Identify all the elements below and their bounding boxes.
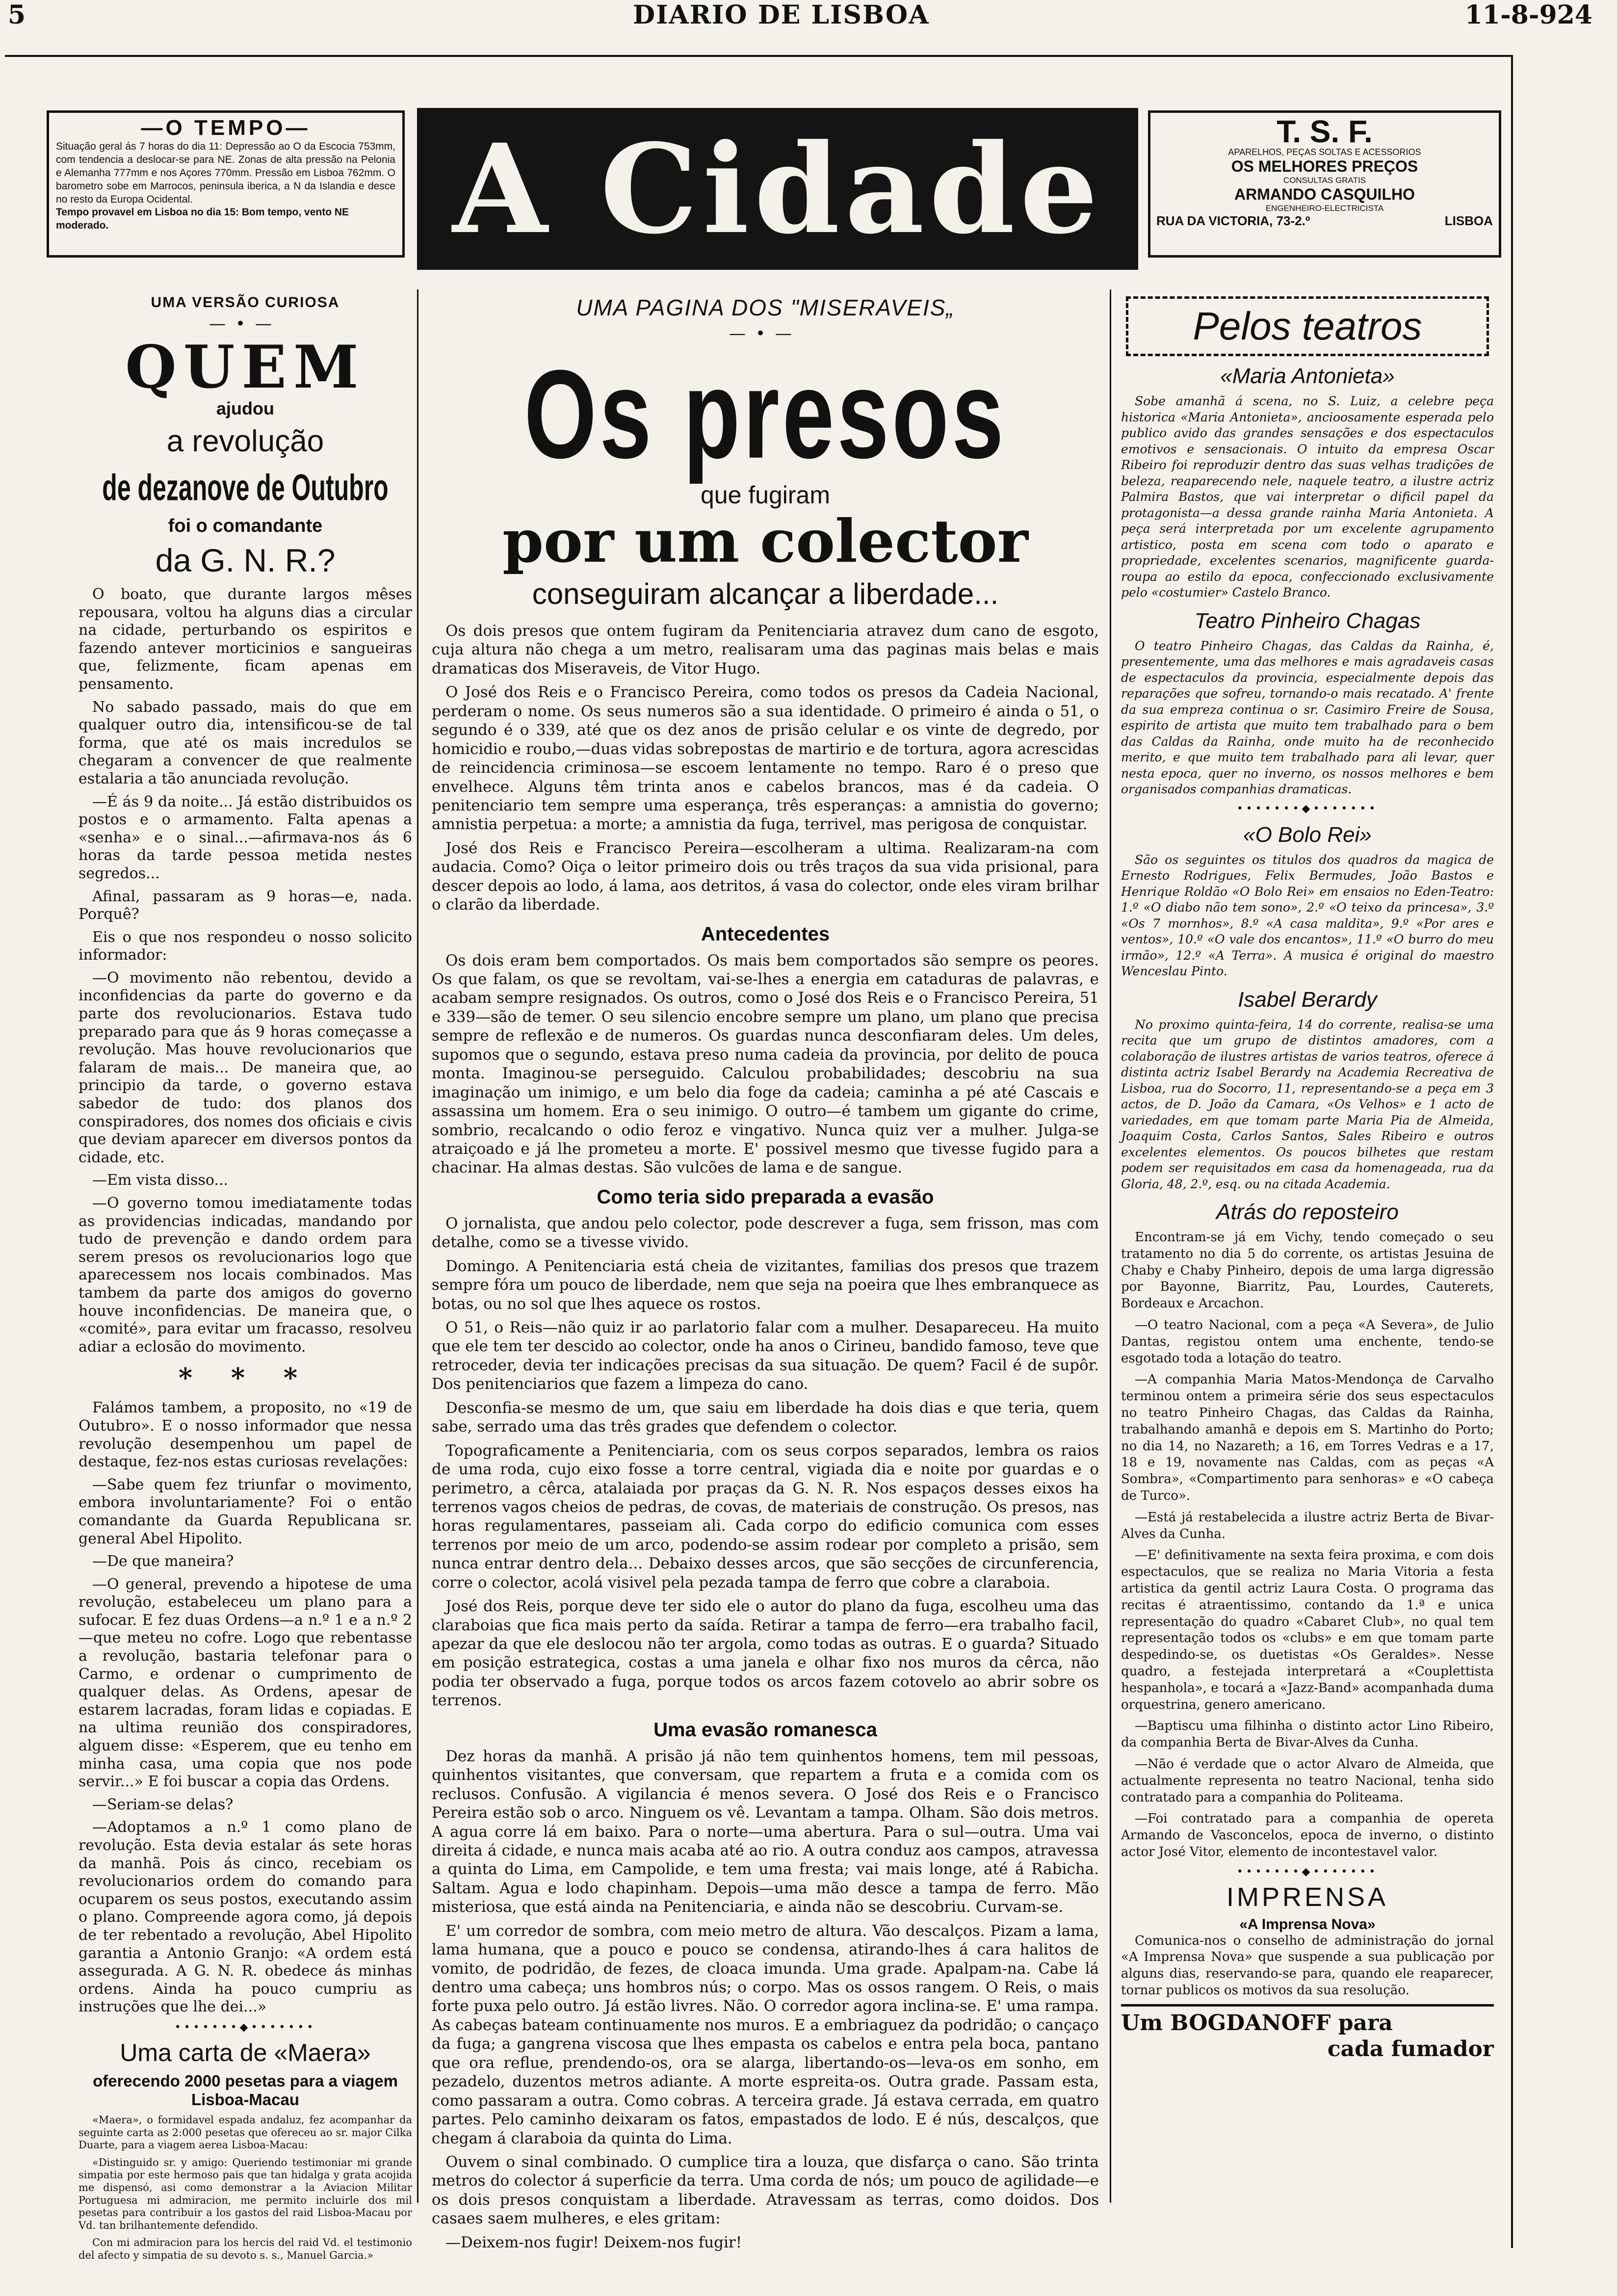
reposteiro-paragraph: —Está já restabelecida a ilustre actriz Berta de Bivar-Alves da Cunha. bbox=[1121, 1510, 1494, 1541]
left-paragraph: —Sabe quem fez triunfar o movimento, embora involuntariamente? Foi o então comandante da Guarda Republicana sr. general Abel Hipolito. bbox=[78, 1476, 412, 1547]
section-banner bbox=[417, 108, 1138, 270]
weather-forecast: Tempo provavel em Lisboa no dia 15: Bom tempo, vento NE moderado. bbox=[56, 207, 349, 232]
left-headline-ajudou: ajudou bbox=[216, 398, 274, 418]
center-paragraph: —Deixem-nos fugir! Deixem-nos fugir! bbox=[445, 2233, 742, 2251]
center-paragraph: O 51, o Reis—não quiz ir ao parlatorio falar com a mulher. Desapareceu. Ha muito que ele tem ter descido ao colector, onde ha anos o Cirineu, bandido famoso, teve que retroceder, devia ter indicações precisas da sua situação. De quem? Facil é de supôr. Dos penitenciarios que fazem a limpeza do cano. bbox=[432, 1319, 1099, 1393]
masthead bbox=[0, 0, 1617, 34]
weather-box bbox=[47, 110, 405, 258]
letter-paragraph: Con mi admiracion para los hercis del raid Vd. el testimonio del afecto y simpatia de su devoto s. s., Manuel Garcia.» bbox=[78, 2237, 412, 2262]
weather-title: —O TEMPO— bbox=[141, 116, 311, 140]
center-paragraph: O jornalista, que andou pelo colector, pode descrever a fuga, sem frisson, mas com detalhe, como se a tivesse vivido. bbox=[432, 1214, 1099, 1252]
left-paragraph: Eis o que nos respondeu o nosso solicito informador: bbox=[78, 928, 412, 964]
right-column bbox=[1121, 294, 1494, 2208]
right-border bbox=[1511, 55, 1513, 2248]
letter-headline: Uma carta de «Maera» bbox=[120, 2038, 371, 2066]
newspaper-name: DIARIO DE LISBOA bbox=[633, 0, 930, 30]
letter-paragraph: «Maera», o formidavel espada andaluz, fez acompanhar da seguinte carta as 2:000 pesetas que ofereceu ao sr. major Cilka Duarte, para a viagem aerea Lisboa-Macau: bbox=[78, 2113, 412, 2151]
left-headline-quem: QUEM bbox=[125, 333, 365, 402]
tsf-line1: APARELHOS, PEÇAS SOLTAS E ACESSORIOS bbox=[1228, 147, 1421, 157]
left-paragraph: Afinal, passaram as 9 horas—e, nada. Porquê? bbox=[78, 887, 412, 923]
left-paragraph: —Em vista disso... bbox=[92, 1172, 229, 1189]
center-headline: Os presos bbox=[524, 344, 1007, 485]
ornament-rule: •••••••◆••••••• bbox=[174, 2021, 316, 2034]
weather-body: Situação geral ás 7 horas do dia 11: Depressão ao O da Escocia 753mm, com tendencia a deslocar-se para NE. Zonas de alta pressão na Pelonia e Alemanha 777mm e nos Açores 770mm. Pressão em Lisboa 762mm. O barometro sobe em Marrocos, peninsula iberica, a N da Islandia e desce no resto da Europa Ocidental. bbox=[56, 141, 395, 205]
center-headline-3: por um colector bbox=[502, 507, 1028, 576]
press-subheading: «A Imprensa Nova» bbox=[1239, 1916, 1376, 1932]
ornament: —•— bbox=[729, 324, 802, 343]
reposteiro-paragraph: —A companhia Maria Matos-Mendonça de Carvalho terminou ontem a primeira série dos seus espectaculos no teatro Pinheiro Chagas, das Caldas da Rainha, trabalhando amanhã e depois em S. Martinho do Porto; no dia 14, no Nazareth; a 16, em Torres Vedras e a 17, 18 e 19, novamente nas Caldas, com as peças «A Sombra», «Compartimento para senhoras» e «O cabeça de Turco». bbox=[1121, 1372, 1494, 1503]
center-paragraph: O José dos Reis e o Francisco Pereira, como todos os presos da Cadeia Nacional, perderam o nome. Os seus numeros são a sua identidade. O primeiro é ainda o 51, o segundo é o 339, até que os dez anos de prisão celular e os vinte de degredo, por homicidio e roubo,—duas vidas sobrepostas de martirio e de tortura, agora acrescidas de reincidencia criminosa—se escoem lentamente no tempo. Raro é o preso que envelhece. Alguns têm trinta anos e cabelos brancos, mas é da cadeia. O penitenciario tem sempre uma esperança, três esperanças: a amnistia do governo; amnistia perpetua: a morte; a amnistia da fuga, terrivel, mas perigosa de conquistar. bbox=[432, 683, 1099, 834]
theatre-headline: «Maria Antonieta» bbox=[1220, 364, 1395, 388]
left-paragraph: —De que maneira? bbox=[92, 1553, 234, 1570]
left-paragraph: —Adoptamos a n.º 1 como plano de revolução. Esta devia estalar ás sete horas da manhã. Pois ás cinco, recebiam os revolucionarios ordem do comando para ocuparem os seus postos, executando assim o plano. Compreende agora como, já depois de ter rebentado a revolução, Abel Hipolito garantia a Antonio Granjo: «A ordem está assegurada. A G. N. R. obedece ás minhas ordens. Ainda ha pouco cumpriu as instruções que lhe dei...» bbox=[78, 1819, 412, 2016]
subheading: Antecedentes bbox=[701, 923, 830, 945]
left-paragraph: No sabado passado, mais do que em qualquer outro dia, intensificou-se de tal forma, que até os mais incredulos se chegaram a convencer de que realmente estalaria a tão anunciada revolução. bbox=[78, 698, 412, 787]
center-paragraph: E' um corredor de sombra, com meio metro de altura. Vão descalços. Pizam a lama, lama humana, que a pouco e pouco se condensa, atirando-lhes á cara halitos de vomito, de podridão, de fezes, de cloaca imunda. Uma grade. Apalpam-na. Cabe lá dentro uma cabeça; uns hombros nús; o corpo. Mas os ossos rangem. O Reis, o mais forte puxa pelo outro. Já estão livres. Não. O corredor agora inclina-se. E' uma rampa. As cabeças bateam continuamente nos muros. E a embriaguez da podridão; o cançaço da fuga; a gangrena viscosa que lhes empasta os cabelos e entra pela boca, pantano que ora reflue, prendendo-os, ora se alarga, libertando-os—leva-os em sonho, em pezadelo, duzentos metros adiante. A morte espreita-os. Outra grade. Passam esta, como passaram a outra. Como cobras. A terceira grade. Já estava cerrada, em quatro partes. Pelo caminho deixaram os fatos, empastados de lodo. E é nús, descalços, que chegam á claraboia da quinta do Lima. bbox=[432, 1922, 1099, 2147]
left-paragraph: Falámos tambem, a proposito, no «19 de Outubro». E o nosso informador que nessa revolução desempenhou um papel de destaque, fez-nos estas curiosas revelações: bbox=[78, 1399, 412, 1471]
center-paragraph: Os dois eram bem comportados. Os mais bem comportados são sempre os peores. Os que falam, os que se revoltam, vai-se-lhes a energia em cataduras de palavras, e acabam sempre resignados. Os outros, como o José dos Reis e o Francisco Pereira, 51 e 339—são de temer. O seu silencio encobre sempre um plano, um plano que precisa sempre de reflexão e de numeros. Os guardas nunca desconfiaram deles. Um deles, supomos que o segundo, estava preso numa cadeia da provincia, por delito de pouca monta. Imaginou-se perseguido. Calculou probabilidades; descobriu na sua imaginação um inimigo, e um belo dia foge da cadeia; caminha a pé até Cascais e assassina um homem. Era o seu inimigo. O outro—é tambem um gigante do crime, sombrio, recalcando o odio feroz e vingativo. Nunca quiz ver a mulher. Julga-se atraiçoado e já lhe prometeu a morte. E' possivel mesmo que tivesse fugido para a chacinar. Ha almas destas. São vulcões de lama e de sangue. bbox=[432, 951, 1099, 1177]
reposteiro-paragraph: —E' definitivamente na sexta feira proxima, e com dois espectaculos, que se realiza no Maria Vitoria a festa artistica da gentil actriz Laura Costa. O programa das recitas é atraentissimo, contando da 1.ª e unica representação do quadro «Cabaret Club», no qual tem representação todos os «clubs» e em que tomam parte despedindo-se, os duetistas «Os Geraldes». Nesse quadro, a festejada interpretará a «Couplettista hespanhola», e tocará a «Jazz-Band» acompanhada duma orquestrina, genero americano. bbox=[1121, 1548, 1494, 1712]
top-rule bbox=[5, 55, 1511, 57]
ornament-rule: •••••••◆••••••• bbox=[1236, 802, 1379, 815]
tsf-title: T. S. F. bbox=[1277, 114, 1373, 149]
left-headline-comandante: foi o comandante bbox=[168, 516, 323, 536]
center-paragraph: Ouvem o sinal combinado. O cumplice tira a louza, que disfarça o cano. São trinta metros do colector á superficie da terra. Uma corda de nós; um pouco de agilidade—e os dois presos conquistam a liberdade. Atravessam as terras, como doidos. Dos casaes saem mulheres, e eles gritam: bbox=[432, 2153, 1099, 2228]
theatre-section-title: Pelos teatros bbox=[1126, 296, 1489, 356]
ornament: —•— bbox=[209, 314, 282, 334]
left-paragraph: O boato, que durante largos mêses repousara, voltou ha alguns dias a circular na cidade, perturbando os espiritos e fazendo antever morticinios e sangueiras que, felizmente, ficam apenas em pensamento. bbox=[78, 586, 412, 693]
center-paragraph: José dos Reis, porque deve ter sido ele o autor do plano da fuga, escolheu uma das claraboias que fica mais perto da saída. Retirar a tampa de ferro—era trabalho facil, apezar da que ele deslocou não ter argola, como todas as outras. E o guarda? Situado em posição estrategica, costas a uma janela e olhar fixo nos muros da cêrca, não podia ter observado a fuga, porque todos os arcos fazem cotovelo ao abrir sobre os terrenos. bbox=[432, 1597, 1099, 1710]
column-rule-left bbox=[417, 289, 418, 2203]
bogdanoff-line-2: cada fumador bbox=[1327, 2036, 1494, 2061]
theatre-paragraph: São os seguintes os titulos dos quadros da magica de Ernesto Rodrigues, Felix Bermudes, João Bastos e Henrique Roldão «O Bolo Rei» em ensaios no Eden-Teatro: 1.º «O diabo não tem sono», 2.º «O teixo da princesa», 3.º «Os 7 mornhos», 8.º «A casa maldita», 9.º «Por ares e ventos», 10.º «O vale dos encantos», 11.º «O burro do meu irmão», 12.º «A Terra». A musica é original do maestro Wenceslau Pinto. bbox=[1121, 852, 1494, 978]
reposteiro-paragraph: —O teatro Nacional, com a peça «A Severa», de Julio Dantas, registou ontem uma enchente, tendo-se esgotado toda a lotação do teatro. bbox=[1121, 1317, 1494, 1366]
subheading: Como teria sido preparada a evasão bbox=[597, 1186, 934, 1208]
letter-subheadline: oferecendo 2000 pesetas para a viagem Lisboa-Macau bbox=[93, 2071, 398, 2109]
tsf-line3: CONSULTAS GRATIS bbox=[1283, 176, 1366, 185]
bogdanoff-line-1: Um BOGDANOFF para bbox=[1121, 2010, 1393, 2035]
center-kicker: UMA PAGINA DOS "MISERAVEIS„ bbox=[576, 295, 955, 320]
center-column bbox=[432, 294, 1099, 2251]
page-number: 5 bbox=[8, 0, 26, 30]
center-paragraph: José dos Reis e Francisco Pereira—escolheram a ultima. Realizaram-na com audacia. Como? Oiça o leitor primeiro dois ou três traços da sua vida prisional, para descer depois ao lodo, á lama, aos detritos, á vasa do colector, onde eles viram brilhar o clarão da liberdade. bbox=[432, 839, 1099, 914]
press-heading: IMPRENSA bbox=[1226, 1882, 1389, 1912]
section-stars: * * * bbox=[178, 1362, 313, 1394]
reposteiro-paragraph: —Foi contratado para a companhia de opereta Armando de Vasconcelos, epoca de inverno, o distinto actor José Vitor, elemento de incontestavel valor. bbox=[1121, 1811, 1494, 1859]
ornament-rule: •••••••◆••••••• bbox=[1236, 1865, 1379, 1878]
theatre-paragraph: O teatro Pinheiro Chagas, das Caldas da Rainha, é, presentemente, uma das melhores e mais agradaveis casas de espectaculos da provincia, especialmente depois das reparações que sofreu, tornando-o mais recatado. A' frente da sua empreza continua o sr. Casimiro Freire de Sousa, espirito de artista que muito tem trabalhado para o bem das Caldas da Rainha, onde muito ha de reconhecido merito, e que muito tem trabalhado para ali levar, quer nesta epoca, quer no inverno, os nossos melhores e bem organisados companhias dramaticas. bbox=[1121, 638, 1494, 796]
reposteiro-paragraph: Encontram-se já em Vichy, tendo começado o seu tratamento no dia 5 do corrente, os artistas Jesuina de Chaby e Chaby Pinheiro, depois de uma larga digressão por Bayonne, Biarritz, Pau, Lourdes, Cauterets, Bordeaux e Arcachon. bbox=[1121, 1230, 1494, 1311]
left-column bbox=[78, 294, 412, 2262]
center-paragraph: Topograficamente a Penitenciaria, com os seus corpos separados, lembra os raios de uma roda, cujo eixo fosse a torre central, vigiada dia e noite por guardas e o perimetro, a cêrca, atalaiada por praças da G. N. R. Nos espaços desses eixos ha terrenos vagos cheios de pedras, de covas, de materiais de construção. Os presos, nas horas regulamentares, passeiam ali. Cada corpo do edificio comunica com esses terrenos por meio de um arco, podendo-se assim rodear por completo a prisão, sem nunca entrar dentro dela... Debaixo desses arcos, que são secções de circunferencia, corre o colector, acolá visivel pela pezada tampa de ferro que cobre a claraboia. bbox=[432, 1441, 1099, 1592]
left-kicker: UMA VERSÃO CURIOSA bbox=[151, 294, 340, 311]
center-paragraph: Domingo. A Penitenciaria está cheia de vizitantes, familias dos presos que trazem sempre fóra um pouco de liberdade, nem que seja na poeira que lhes embranquece as botas, ou no sol que lhes aquece os rostos. bbox=[432, 1257, 1099, 1313]
left-paragraph: —É ás 9 da noite... Já estão distribuidos os postos e o armamento. Falta apenas a «senha» e o sinal...—afirmava-nos ás 6 horas da tarde pessoa metida nestes segredos... bbox=[78, 793, 412, 882]
bogdanoff-ad bbox=[1121, 2004, 1494, 2062]
left-headline-gnr: da G. N. R.? bbox=[155, 542, 336, 578]
theatre-headline: Atrás do reposteiro bbox=[1216, 1200, 1399, 1224]
left-headline-revolucao: a revolução bbox=[166, 424, 324, 458]
theatre-headline: «O Bolo Rei» bbox=[1243, 822, 1372, 847]
center-paragraph: Dez horas da manhã. A prisão já não tem quinhentos homens, tem mil pessoas, quinhentos visitantes, que conversam, que repartem a fruta e a comida com os reclusos. Confusão. A vigilancia é menos severa. O José dos Reis e o Francisco Pereira estão sob o arco. Ninguem os vê. Levantam a tampa. Olham. São dois metros. A agua corre lá em baixo. Para o norte—uma abertura. Para o sul—outra. Uma vai direita á cidade, e nunca mais acaba até ao rio. A outra conduz aos campos, atravessa a quinta do Lima, em Campolide, e tem uma fresta; vai mais longe, até á Rabicha. Saltam. Agua e lodo chapinham. Depois—uma mão desce a tampa de ferro. Mão misteriosa, que está ainda na Penitenciaria, e ainda não se descobriu. Curvam-se. bbox=[432, 1747, 1099, 1916]
left-headline-date: de dezanove de Outubro bbox=[102, 467, 389, 508]
left-paragraph: —O movimento não rebentou, devido a inconfidencias da parte do governo e da parte dos revolucionarios. Estava tudo preparado para que ás 9 horas começasse a revolução. Mas houve revolucionarios que falaram de mais... De maneira que, ao principio da tarde, o governo estava sabedor de tudo: dos planos dos conspiradores, dos nomes dos oficiais e civis que deviam aparecer em diversos pontos da cidade, etc. bbox=[78, 969, 412, 1166]
left-paragraph: —O general, prevendo a hipotese de uma revolução, estabeleceu um plano para a sufocar. E fez duas Ordens—a n.º 1 e a n.º 2—que meteu no cofre. Logo que rebentasse a revolução, bastaria telefonar para o Carmo, e ordenar o cumprimento de qualquer delas. As Ordens, apesar de estarem lacradas, foram lidas e copiadas. E na ultima reunião dos conspiradores, alguem disse: «Esperem, que eu tenho em minha casa, uma copia que nos pode servir...» E foi buscar a copia das Ordens. bbox=[78, 1575, 412, 1791]
center-paragraph: Desconfia-se mesmo de um, que saiu em liberdade ha dois dias e que teria, quem sabe, serrado uma das três grades que defendem o colector. bbox=[432, 1399, 1099, 1436]
tsf-city: LISBOA bbox=[1444, 213, 1493, 228]
subheading: Uma evasão romanesca bbox=[653, 1719, 877, 1741]
center-headline-2: que fugiram bbox=[700, 481, 831, 509]
theatre-paragraph: No proximo quinta-feira, 14 do corrente, realisa-se uma recita que um grupo de distintos amadores, com a colaboração de ilustres artistas de varios teatros, oferece á distinta actriz Isabel Berardy na Academia Recreativa de Lisboa, rua do Socorro, 11, representando-se a peça em 3 actos, de D. João da Camara, «Os Velhos» e 1 acto de variedades, em que tomam parte Maria Pia de Almeida, Joaquim Costa, Carlos Santos, Sales Ribeiro e outros excelentes elementos. Os poucos bilhetes que restam podem ser requisitados em casa da homenageada, rua da Gloria, 48, 2.º, esq. ou na citada Academia. bbox=[1121, 1017, 1494, 1191]
tsf-role: ENGENHEIRO-ELECTRICISTA bbox=[1265, 204, 1384, 213]
letter-paragraph: «Distinguido sr. y amigo: Queriendo testimoniar mi grande simpatia por este hermoso pais que tan hidalga y grata acojida me dispensó, asi como demonstrar a la Aviacion Militar Portuguesa mi admiracion, me permito incluirle dos mil pesetas para contribuir a los gastos del raid Lisboa-Macau por Vd. tan brilhantemente defendido. bbox=[78, 2156, 412, 2231]
theatre-headline: Teatro Pinheiro Chagas bbox=[1194, 608, 1421, 633]
issue-date: 11-8-924 bbox=[1464, 0, 1592, 30]
section-title: A Cidade bbox=[452, 117, 1103, 261]
theatre-headline: Isabel Berardy bbox=[1238, 987, 1377, 1012]
tsf-line2: OS MELHORES PREÇOS bbox=[1231, 157, 1418, 175]
left-paragraph: —O governo tomou imediatamente todas as providencias indicadas, mandando por tudo de prevenção e dando ordem para serem presos os revolucionarios logo que aparecessem nos locais combinados. Mas tambem da parte dos amigos do governo houve inconfidencias. De maneira que, o «comité», para evitar um fracasso, resolveu adiar a eclosão do movimento. bbox=[78, 1195, 412, 1356]
left-paragraph: —Seriam-se delas? bbox=[92, 1796, 234, 1813]
theatre-paragraph: Sobe amanhã á scena, no S. Luiz, a celebre peça historica «Maria Antonieta», ancioosamente esperada pelo publico avido das grandes sensações e dos espectaculos emotivos e sensacionais. O intuito da empresa Oscar Ribeiro foi reproduzir dentro das suas velhas tradições de beleza, reaparecendo nele, naquele teatro, a ilustre actriz Palmira Bastos, que vai interpretar o dificil papel da protagonista—a dessa grande rainha Maria Antonieta. A peça será interpretada por um excelente agrupamento artistico, posta em scena com todo o aparato e propriedade, excelentes scenarios, magnificente guarda-roupa ao estilo da epoca, confeccionado exclusivamente pelo «costumier» Castelo Branco. bbox=[1121, 394, 1494, 600]
press-paragraph: Comunica-nos o conselho de administração do jornal «A Imprensa Nova» que suspende a sua publicação por alguns dias, reservando-se para, quando ele reaparecer, tornar publicos os motivos da sua resolução. bbox=[1121, 1933, 1494, 1998]
center-paragraph: Os dois presos que ontem fugiram da Penitenciaria atravez dum cano de esgoto, cuja altura não chega a um metro, realisaram uma das paginas mais belas e mais dramaticas dos Miseraveis, de Vitor Hugo. bbox=[432, 622, 1099, 678]
tsf-name: ARMANDO CASQUILHO bbox=[1234, 185, 1415, 203]
tsf-address: RUA DA VICTORIA, 73-2.º bbox=[1156, 213, 1310, 228]
reposteiro-paragraph: —Baptiscu uma filhinha o distinto actor Lino Ribeiro, da companhia Berta de Bivar-Alves da Cunha. bbox=[1121, 1719, 1494, 1750]
tsf-ad bbox=[1148, 110, 1501, 258]
column-rule-right bbox=[1110, 289, 1111, 2203]
reposteiro-paragraph: —Não é verdade que o actor Alvaro de Almeida, que actualmente representa no teatro Nacional, tenha sido contratado para a companhia do Politeama. bbox=[1121, 1756, 1494, 1805]
center-headline-4: conseguiram alcançar a liberdade... bbox=[532, 577, 999, 610]
